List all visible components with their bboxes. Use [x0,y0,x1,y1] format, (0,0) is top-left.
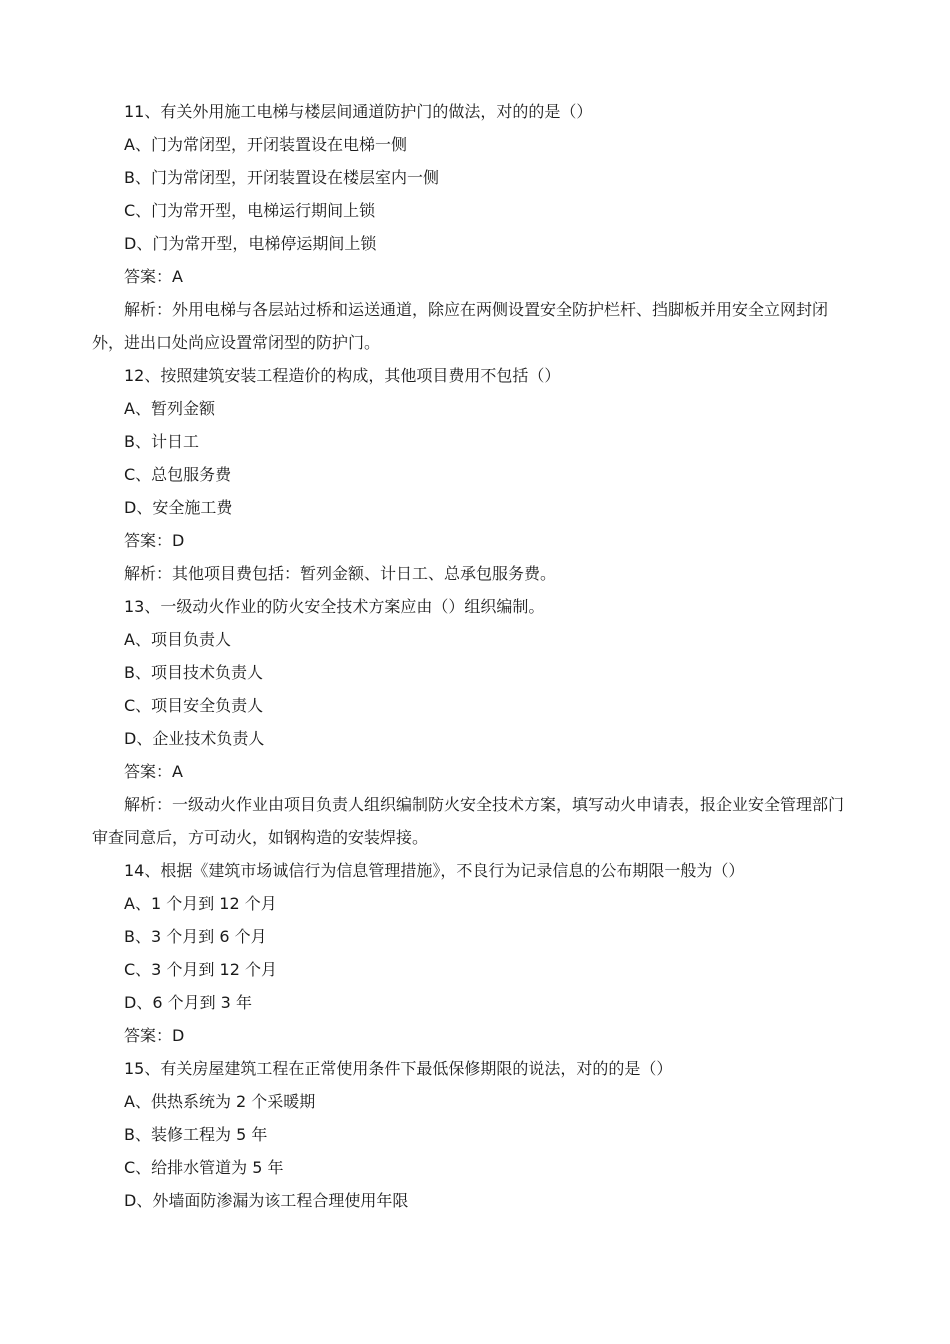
q12-option-b: B、计日工 [124,432,199,451]
q12-option-c: C、总包服务费 [124,465,232,484]
q14-option-c: C、3 个月到 12 个月 [124,960,277,979]
q15-option-a: A、供热系统为 2 个采暖期 [124,1092,316,1111]
q12-answer: 答案：D [124,531,185,550]
question-12: 12、按照建筑安装工程造价的构成，其他项目费用不包括（） [124,366,561,385]
q11-analysis: 解析：外用电梯与各层站过桥和运送通道，除应在两侧设置安全防护栏杆、挡脚板并用安全立网封闭外，进出口处尚应设置常闭型的防护门。 [92,300,829,352]
q15-option-d: D、外墙面防渗漏为该工程合理使用年限 [124,1191,409,1210]
q13-option-d: D、企业技术负责人 [124,729,265,748]
question-13: 13、一级动火作业的防火安全技术方案应由（）组织编制。 [124,597,545,616]
q14-answer: 答案：D [124,1026,185,1045]
question-15: 15、有关房屋建筑工程在正常使用条件下最低保修期限的说法，对的的是（） [124,1059,673,1078]
q14-option-b: B、3 个月到 6 个月 [124,927,267,946]
q11-answer: 答案：A [124,267,183,286]
q11-option-d: D、门为常开型，电梯停运期间上锁 [124,234,377,253]
q13-answer: 答案：A [124,762,183,781]
q11-option-a: A、门为常闭型，开闭装置设在电梯一侧 [124,135,407,154]
q15-option-c: C、给排水管道为 5 年 [124,1158,284,1177]
q13-analysis: 解析：一级动火作业由项目负责人组织编制防火安全技术方案，填写动火申请表，报企业安全管理部门审查同意后，方可动火，如钢构造的安装焊接。 [92,795,845,847]
q12-analysis: 解析：其他项目费包括：暂列金额、计日工、总承包服务费。 [124,564,557,583]
q14-option-d: D、6 个月到 3 年 [124,993,252,1012]
question-14: 14、根据《建筑市场诚信行为信息管理措施》，不良行为记录信息的公布期限一般为（） [124,861,745,880]
q11-option-b: B、门为常闭型，开闭装置设在楼层室内一侧 [124,168,439,187]
q14-option-a: A、1 个月到 12 个月 [124,894,277,913]
q13-option-c: C、项目安全负责人 [124,696,264,715]
q12-option-d: D、安全施工费 [124,498,233,517]
q13-option-b: B、项目技术负责人 [124,663,263,682]
q12-option-a: A、暂列金额 [124,399,215,418]
document-page [92,95,852,1217]
q13-option-a: A、项目负责人 [124,630,231,649]
q11-option-c: C、门为常开型，电梯运行期间上锁 [124,201,376,220]
question-11: 11、有关外用施工电梯与楼层间通道防护门的做法，对的的是（） [124,102,593,121]
q15-option-b: B、装修工程为 5 年 [124,1125,268,1144]
